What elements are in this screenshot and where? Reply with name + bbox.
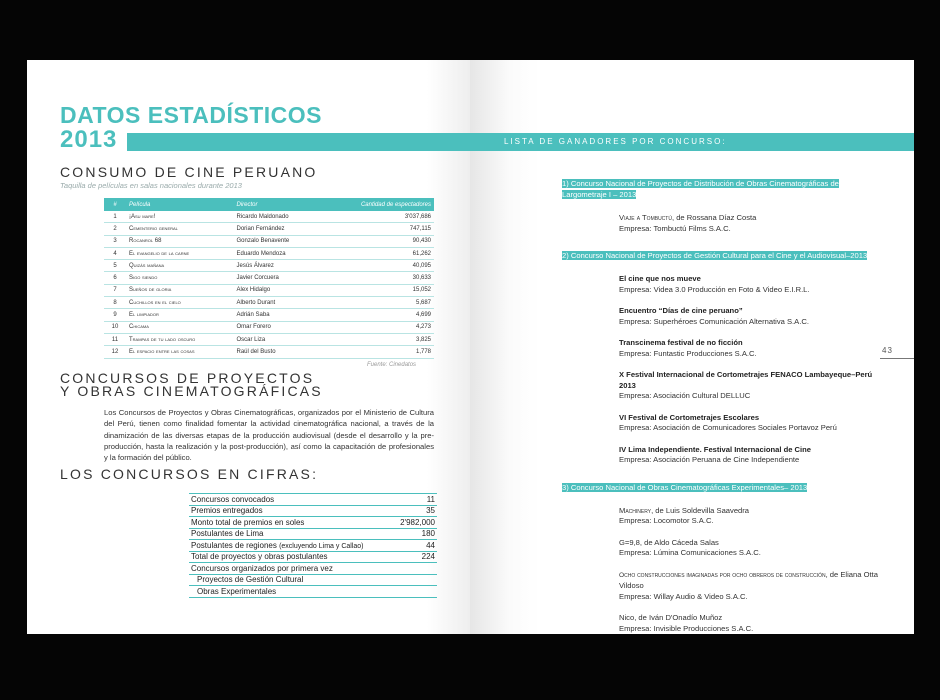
film-director: Alberto Durant <box>234 297 321 309</box>
films-header-row <box>104 198 434 211</box>
winner-work: VI Festival de Cortometrajes Escolares <box>619 412 760 422</box>
winners-list <box>562 178 882 634</box>
contest-title-text: 3) Concurso Nacional de Obras Cinematográficas Experimentales– 2013 <box>562 482 808 492</box>
cifras-label <box>189 563 392 575</box>
winner-entry <box>619 413 882 434</box>
cifras-label-text: Concursos convocados <box>191 494 275 504</box>
winner-author: , de Luis Soldevilla Saavedra <box>651 505 750 515</box>
winner-work-line <box>619 413 882 424</box>
film-rank: 3 <box>104 235 126 247</box>
table-source: Fuente: Cinedatos <box>367 362 417 368</box>
film-director: Omar Forero <box>234 321 321 333</box>
table-row <box>104 211 434 223</box>
contest-title <box>562 482 882 493</box>
winner-company: Empresa: Asociación Cultural DELLUC <box>619 391 751 400</box>
cifras-label-text: Postulantes de regiones <box>191 540 277 550</box>
concursos-heading-line2: Y OBRAS CINEMATOGRÁFICAS <box>60 383 323 399</box>
winner-entry <box>619 306 882 327</box>
film-title: Sigo siendo <box>126 272 234 284</box>
winner-work-line <box>619 306 882 317</box>
winner-company: Empresa: Invisible Producciones S.A.C. <box>619 623 754 633</box>
cifras-label-text: Monto total de premios en soles <box>191 517 305 527</box>
film-rank: 9 <box>104 309 126 321</box>
winner-work: Ocho construcciones imaginadas por ocho obreros de construcción <box>619 571 826 579</box>
table-row <box>104 321 434 333</box>
film-rank: 6 <box>104 272 126 284</box>
year-title: 2013 <box>60 126 118 153</box>
film-rank: 12 <box>104 346 126 358</box>
winner-work: Transcinema festival de no ficción <box>619 338 743 347</box>
film-title: El limpiador <box>126 309 234 321</box>
cifras-table <box>189 493 437 598</box>
contest-block <box>562 482 882 635</box>
cifras-value: 11 <box>392 494 437 506</box>
winner-entry <box>619 506 882 527</box>
cifras-label-note: (excluyendo Lima y Callao) <box>279 542 364 550</box>
film-rank: 10 <box>104 321 126 333</box>
table-row <box>104 235 434 247</box>
cifras-value: 35 <box>392 505 437 517</box>
film-viewers: 3'037,686 <box>321 211 434 223</box>
film-rank: 5 <box>104 260 126 272</box>
page-title: DATOS ESTADÍSTICOS <box>60 102 323 128</box>
film-viewers: 4,273 <box>321 321 434 333</box>
film-rank: 8 <box>104 297 126 309</box>
winner-work-line <box>619 274 882 285</box>
cifras-row <box>189 494 437 506</box>
film-viewers: 15,052 <box>321 284 434 296</box>
winner-work: Nico <box>619 613 635 622</box>
cifras-label <box>189 551 392 563</box>
table-row <box>104 260 434 272</box>
col-number: # <box>104 198 126 211</box>
cifras-label-text: Premios entregados <box>191 506 263 516</box>
contest-title <box>562 250 882 261</box>
film-title: El evangelio de la carne <box>126 247 234 259</box>
cifras-label-text: Concursos organizados por primera vez <box>191 563 333 573</box>
cifras-value <box>392 563 437 575</box>
winner-work-line <box>619 445 882 456</box>
cifras-label <box>189 574 392 586</box>
winner-work: Encuentro “Días de cine peruano” <box>619 306 743 315</box>
winner-entry <box>619 570 882 603</box>
winner-work-line <box>619 613 882 624</box>
cifras-label <box>189 540 392 552</box>
winner-company: Empresa: Funtastic Producciones S.A.C. <box>619 348 757 358</box>
film-rank: 4 <box>104 247 126 259</box>
cifras-label-text: Proyectos de Gestión Cultural <box>197 575 304 585</box>
film-viewers: 40,095 <box>321 260 434 272</box>
winner-work: IV Lima Independiente. Festival Internacional de Cine <box>619 444 811 454</box>
cifras-label <box>189 505 392 517</box>
col-director: Director <box>234 198 321 211</box>
winner-company: Empresa: Willay Audio & Video S.A.C. <box>619 591 748 601</box>
films-table <box>104 198 434 359</box>
cifras-label <box>189 586 392 598</box>
table-row <box>104 333 434 345</box>
cifras-row <box>189 517 437 529</box>
winner-entry <box>619 274 882 295</box>
cifras-label-text: Postulantes de Lima <box>191 529 264 539</box>
winner-entry <box>619 445 882 466</box>
winner-author: , de Aldo Cáceda Salas <box>639 537 719 547</box>
table-row <box>104 309 434 321</box>
winner-work: Machinery <box>619 505 652 515</box>
film-director: Jesús Álvarez <box>234 260 321 272</box>
winner-work-line <box>619 213 882 224</box>
cifras-heading: LOS CONCURSOS EN CIFRAS: <box>60 466 319 482</box>
winner-work: El cine que nos mueve <box>619 274 701 283</box>
page-number: 43 <box>882 346 893 355</box>
winner-work: X Festival Internacional de Cortometrajes FENACO Lambayeque–Perú 2013 <box>619 370 873 390</box>
title-band <box>127 133 470 151</box>
film-title: Trampas de tu lado oscuro <box>126 333 234 345</box>
cifras-value: 2'982,000 <box>392 517 437 529</box>
concursos-heading <box>60 372 323 398</box>
concursos-heading-line1: CONCURSOS DE PROYECTOS <box>60 370 315 386</box>
concursos-body: Los Concursos de Proyectos y Obras Cinematográficas, organizados por el Ministerio de Cultura del Perú, tienen como finalidad fomentar la actividad cinematográfica nacional, a través de la dinamización de las diversas etapas de la producción audiovisual (desde el desarrollo y la pre-producción, hasta la realización y la post-producción), así como la capacitación de profesionales y la formación del público. <box>104 408 434 463</box>
film-rank: 7 <box>104 284 126 296</box>
film-title: Quizás mañana <box>126 260 234 272</box>
cifras-label <box>189 494 392 506</box>
winner-company: Empresa: Asociación Peruana de Cine Independiente <box>619 455 800 464</box>
winner-work-line <box>619 506 882 517</box>
winner-company: Empresa: Videa 3.0 Producción en Foto & Video E.I.R.L. <box>619 284 810 294</box>
film-viewers: 30,633 <box>321 272 434 284</box>
cifras-row <box>189 586 437 598</box>
cifras-row <box>189 563 437 575</box>
winner-author: , de Eliana Otta Vildoso <box>619 569 878 590</box>
winner-work: G=9,8 <box>619 537 640 547</box>
consumo-subtitle: Taquilla de películas en salas nacionales durante 2013 <box>60 181 242 190</box>
consumo-heading: CONSUMO DE CINE PERUANO <box>60 164 318 180</box>
cifras-value: 180 <box>392 528 437 540</box>
film-title: ¡Asu mare! <box>126 211 234 223</box>
cifras-label-text: Obras Experimentales <box>197 586 277 596</box>
film-director: Eduardo Mendoza <box>234 247 321 259</box>
film-director: Gonzalo Benavente <box>234 235 321 247</box>
right-page <box>470 60 914 634</box>
table-row <box>104 297 434 309</box>
winner-entry <box>619 338 882 359</box>
contest-title <box>562 178 882 200</box>
film-title: Cementerio general <box>126 223 234 235</box>
winner-work: Viaje a Tombuctú <box>619 213 672 222</box>
table-row <box>104 223 434 235</box>
film-director: Oscar Liza <box>234 333 321 345</box>
film-title: Cuchillos en el cielo <box>126 297 234 309</box>
film-director: Dorian Fernández <box>234 223 321 235</box>
winner-company: Empresa: Tombuctú Films S.A.C. <box>619 223 731 233</box>
film-rank: 2 <box>104 223 126 235</box>
cifras-label <box>189 528 392 540</box>
contest-block <box>562 178 882 234</box>
film-viewers: 90,430 <box>321 235 434 247</box>
winner-entry <box>619 370 882 402</box>
winner-entry <box>619 538 882 559</box>
page-number-rule <box>880 358 914 359</box>
winner-work-line <box>619 338 882 349</box>
winner-author: , de Iván D'Onadío Muñoz <box>634 613 723 622</box>
contest-title-text: 1) Concurso Nacional de Proyectos de Distribución de Obras Cinematográficas de Largometraje I – 2013 <box>562 179 839 199</box>
cifras-row <box>189 574 437 586</box>
winner-work-line <box>619 538 882 549</box>
film-director: Raúl del Busto <box>234 346 321 358</box>
film-viewers: 61,262 <box>321 247 434 259</box>
film-title: Rocanrol 68 <box>126 235 234 247</box>
film-title: El espacio entre las cosas <box>126 346 234 358</box>
film-viewers: 5,687 <box>321 297 434 309</box>
cifras-row <box>189 551 437 563</box>
cifras-row <box>189 540 437 552</box>
winner-author: , de Rossana Díaz Costa <box>671 213 757 222</box>
cifras-value: 224 <box>392 551 437 563</box>
film-director: Adrián Saba <box>234 309 321 321</box>
cifras-value <box>392 574 437 586</box>
winner-work-line <box>619 370 882 391</box>
contest-title-text: 2) Concurso Nacional de Proyectos de Gestión Cultural para el Cine y el Audiovisual–2013 <box>562 251 868 260</box>
film-title: Sueños de gloria <box>126 284 234 296</box>
table-row <box>104 272 434 284</box>
film-director: Javier Corcuera <box>234 272 321 284</box>
cifras-row <box>189 505 437 517</box>
cifras-label <box>189 517 392 529</box>
col-film: Película <box>126 198 234 211</box>
winner-company: Empresa: Superhéroes Comunicación Alternativa S.A.C. <box>619 316 809 326</box>
table-row <box>104 346 434 358</box>
film-rank: 1 <box>104 211 126 223</box>
contest-block <box>562 250 882 466</box>
film-viewers: 747,115 <box>321 223 434 235</box>
film-director: Alex Hidalgo <box>234 284 321 296</box>
winner-company: Empresa: Locomotor S.A.C. <box>619 516 714 525</box>
left-page <box>27 60 470 634</box>
film-rank: 11 <box>104 333 126 345</box>
cifras-row <box>189 528 437 540</box>
cifras-value: 44 <box>392 540 437 552</box>
film-title: Chicama <box>126 321 234 333</box>
table-row <box>104 284 434 296</box>
film-viewers: 3,825 <box>321 333 434 345</box>
film-director: Ricardo Maldonado <box>234 211 321 223</box>
table-row <box>104 247 434 259</box>
cifras-value <box>392 586 437 598</box>
film-viewers: 1,778 <box>321 346 434 358</box>
winner-company: Empresa: Lúmina Comunicaciones S.A.C. <box>619 548 761 557</box>
film-viewers: 4,699 <box>321 309 434 321</box>
winner-entry <box>619 213 882 234</box>
winner-company: Empresa: Asociación de Comunicadores Sociales Portavoz Perú <box>619 423 837 432</box>
cifras-label-text: Total de proyectos y obras postulantes <box>191 552 328 562</box>
winner-entry <box>619 613 882 634</box>
winner-work-line <box>619 570 882 592</box>
ganadores-heading: LISTA DE GANADORES POR CONCURSO: <box>504 137 727 146</box>
col-viewers: Cantidad de espectadores <box>321 198 434 211</box>
